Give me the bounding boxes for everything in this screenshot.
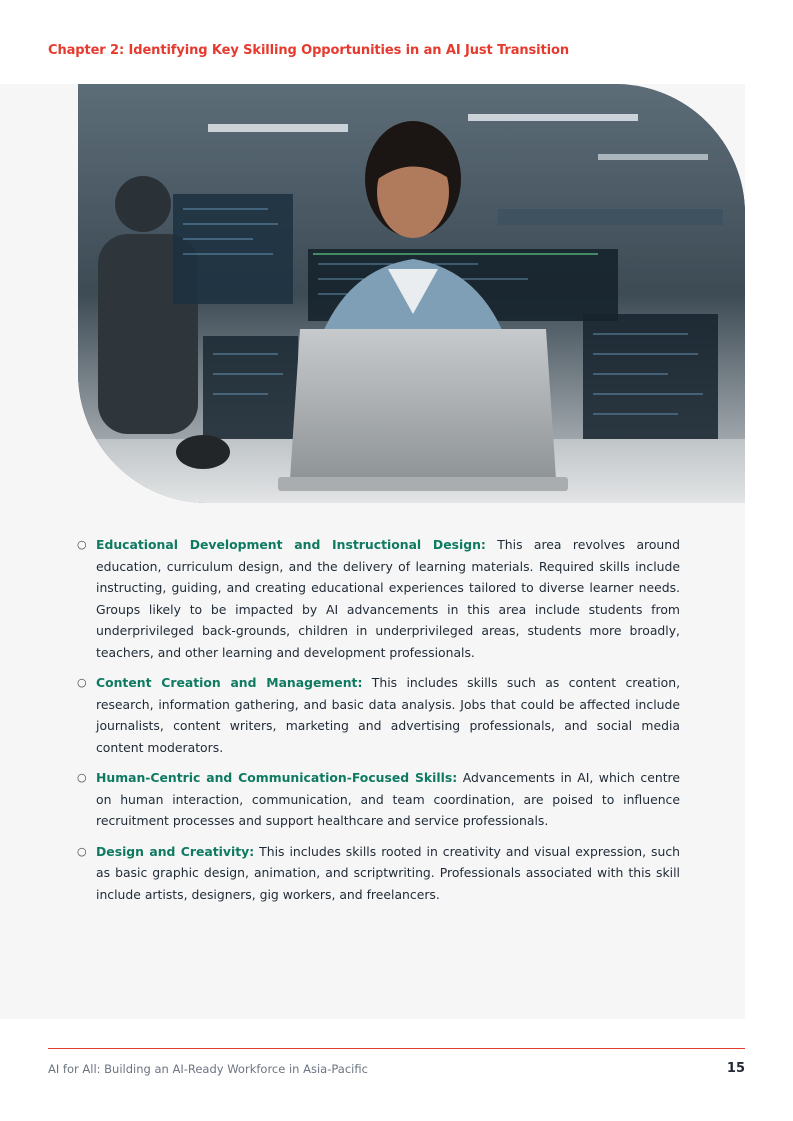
footer-document-title: AI for All: Building an AI-Ready Workforce in Asia-Pacific (48, 1062, 368, 1076)
bullet-text: This includes skills such as content creation, research, information gathering, and basic data analysis. Jobs that could be affected include journalists, content writers, marketing and advertising professionals, and social media content moderators. (96, 675, 681, 755)
bullet-text: This area revolves around education, curriculum design, and the delivery of learning materials. Required skills include instructing, guiding, and creating educational experiences tailored to diverse learner needs. Groups likely to be impacted by AI advancements in this area include students from underprivileged back-grounds, children in underprivileged areas, students more broadly, teachers, and other learning and development professionals. (96, 537, 681, 660)
footer-divider (48, 1048, 745, 1049)
bullet-title: Human-Centric and Communication-Focused Skills: (96, 770, 458, 785)
chapter-title: Chapter 2: Identifying Key Skilling Opportunities in an AI Just Transition (48, 43, 569, 58)
bullet-title: Design and Creativity: (96, 843, 255, 859)
bullet-text: Advancements in AI, which centre on human interaction, communication, and team coordination, are poised to influence recruitment processes and support healthcare and service professionals. (96, 770, 680, 828)
bullet-icon: ○ (77, 771, 87, 784)
list-item (75, 767, 680, 832)
list-item (75, 841, 680, 906)
list-item (75, 672, 680, 758)
bullet-title: Educational Development and Instructional Design: (96, 537, 486, 552)
list-item (75, 534, 680, 663)
skills-list (75, 534, 680, 914)
page-number: 15 (726, 1061, 745, 1076)
bullet-icon: ○ (77, 676, 87, 689)
bullet-icon: ○ (77, 844, 87, 858)
bullet-title: Content Creation and Management: (96, 675, 363, 690)
hero-illustration (78, 84, 745, 503)
bullet-icon: ○ (77, 538, 87, 551)
hero-image (78, 84, 745, 503)
bullet-text: This includes skills rooted in creativity and visual expression, such as basic graphic design, animation, and scriptwriting. Professionals associated with this skill include artists, designers, gig workers, and freelancers. (96, 843, 680, 902)
